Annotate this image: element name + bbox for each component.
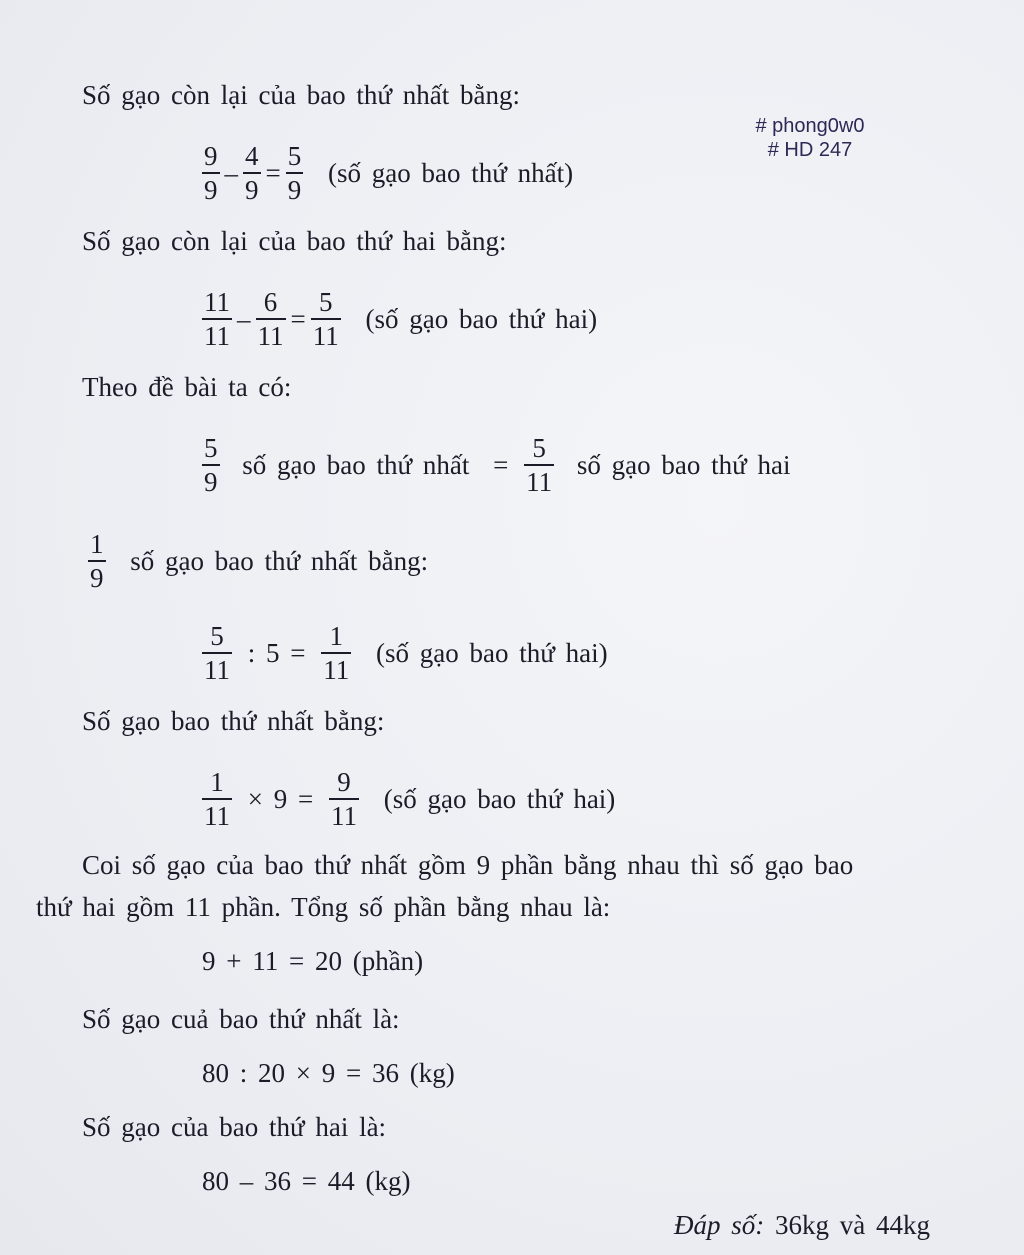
numerator: 1 — [321, 620, 351, 654]
text-line-2: Số gạo còn lại của bao thứ hai bằng: — [82, 226, 507, 256]
operator: : 5 = — [247, 637, 306, 668]
fraction — [243, 140, 261, 206]
denominator: 11 — [312, 321, 339, 351]
answer-label: Đáp số: — [674, 1210, 765, 1240]
denominator: 9 — [204, 175, 218, 205]
denominator: 11 — [257, 321, 284, 351]
numerator: 1 — [202, 766, 232, 800]
equation-2 — [200, 286, 600, 352]
equation-4 — [86, 528, 431, 594]
fraction — [202, 432, 220, 498]
fraction — [202, 140, 220, 206]
operator: × 9 = — [247, 783, 314, 814]
numerator: 5 — [286, 140, 304, 174]
fraction — [321, 620, 351, 686]
calculation-1: 9 + 11 = 20 (phần) — [202, 946, 424, 976]
watermark-text — [730, 114, 890, 162]
numerator: 5 — [311, 286, 341, 320]
equation-note: (số gạo bao thứ nhất) — [327, 157, 574, 188]
equation-text: số gạo bao thứ nhất bằng: — [130, 545, 429, 576]
denominator: 9 — [245, 175, 259, 205]
numerator: 6 — [256, 286, 286, 320]
text-line-4: Số gạo bao thứ nhất bằng: — [82, 706, 385, 736]
fraction — [202, 286, 232, 352]
fraction — [202, 766, 232, 832]
paragraph-line-1: Coi số gạo của bao thứ nhất gồm 9 phần bằng nhau thì số gạo bao — [82, 850, 854, 880]
equation-1 — [200, 140, 576, 206]
numerator: 9 — [202, 140, 220, 174]
denominator: 11 — [204, 655, 230, 685]
calculation-2: 80 : 20 × 9 = 36 (kg) — [202, 1058, 455, 1088]
equation-note: (số gạo bao thứ hai) — [375, 637, 608, 668]
denominator: 11 — [323, 655, 350, 685]
watermark-line-1: # phong0w0 — [755, 115, 865, 137]
numerator: 4 — [243, 140, 261, 174]
fraction — [524, 432, 554, 498]
denominator: 11 — [330, 801, 357, 831]
paragraph-line-2: thứ hai gồm 11 phần. Tổng số phần bằng nhau là: — [36, 892, 611, 922]
equation-3 — [200, 432, 793, 498]
denominator: 9 — [90, 563, 104, 593]
numerator: 5 — [524, 432, 554, 466]
denominator: 9 — [204, 467, 218, 497]
operator: = — [493, 449, 509, 480]
fraction — [202, 620, 232, 686]
numerator: 11 — [202, 286, 232, 320]
numerator: 5 — [202, 620, 232, 654]
text-line-1: Số gạo còn lại của bao thứ nhất bằng: — [82, 80, 521, 110]
operator: = — [265, 157, 281, 188]
watermark-line-2: # HD 247 — [767, 139, 853, 161]
fraction — [256, 286, 286, 352]
operator: – — [224, 157, 238, 188]
denominator: 11 — [204, 321, 230, 351]
denominator: 11 — [526, 467, 553, 497]
answer-value: 36kg và 44kg — [775, 1210, 930, 1240]
numerator: 1 — [88, 528, 106, 562]
denominator: 11 — [204, 801, 230, 831]
text-line-6: Số gạo của bao thứ hai là: — [82, 1112, 387, 1142]
denominator: 9 — [287, 175, 302, 205]
equation-6 — [200, 766, 618, 832]
calculation-3: 80 – 36 = 44 (kg) — [202, 1166, 411, 1196]
text-line-5: Số gạo cuả bao thứ nhất là: — [82, 1004, 400, 1034]
equation-text: số gạo bao thứ hai — [576, 449, 791, 480]
numerator: 5 — [202, 432, 220, 466]
fraction — [286, 140, 304, 206]
equation-note: (số gạo bao thứ hai) — [383, 783, 616, 814]
text-line-3: Theo đề bài ta có: — [82, 372, 292, 402]
fraction — [311, 286, 341, 352]
final-answer — [674, 1210, 930, 1241]
operator: = — [290, 303, 306, 334]
fraction — [88, 528, 106, 594]
fraction — [329, 766, 359, 832]
operator: – — [237, 303, 251, 334]
numerator: 9 — [329, 766, 359, 800]
equation-text: số gạo bao thứ nhất — [242, 449, 470, 480]
equation-5 — [200, 620, 611, 686]
equation-note: (số gạo bao thứ hai) — [365, 303, 598, 334]
